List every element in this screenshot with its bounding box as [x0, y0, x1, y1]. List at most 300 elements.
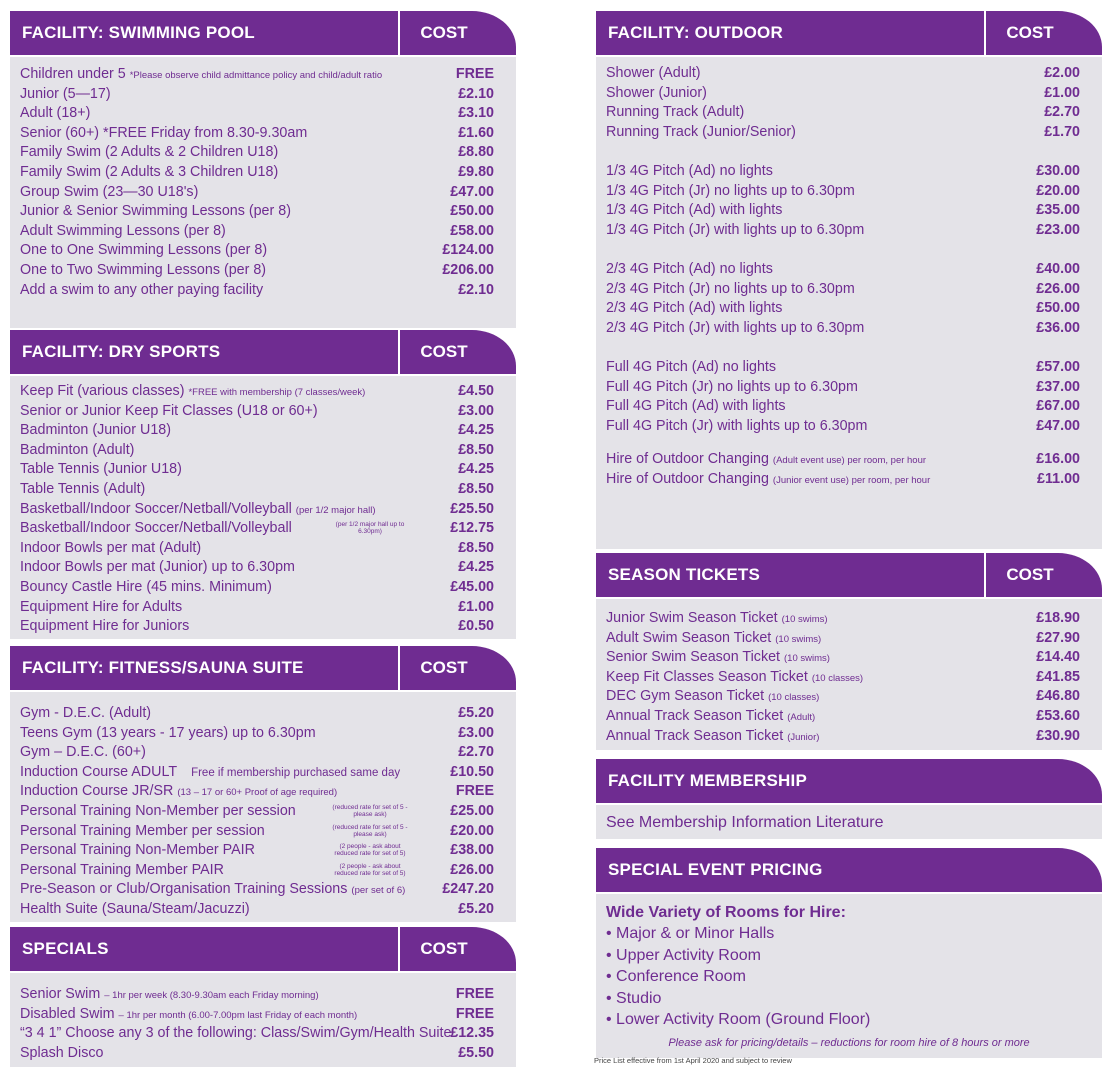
- item-detail: (13 – 17 or 60+ Proof of age required): [177, 787, 338, 799]
- cost-label: COST: [1006, 565, 1054, 584]
- table-row: [596, 221, 1102, 241]
- table-row: [10, 822, 516, 842]
- table-row: [10, 900, 516, 920]
- price-value: £9.80: [458, 163, 494, 180]
- table-row: [10, 163, 516, 183]
- price-value: £40.00: [1036, 260, 1080, 277]
- item-detail: (per 1/2 major hall): [295, 504, 376, 516]
- item-name: Annual Track Season Ticket: [606, 727, 784, 744]
- item-detail: Free if membership purchased same day: [191, 766, 401, 779]
- item-detail: – 1hr per week (8.30-9.30am each Friday morning): [104, 990, 319, 1001]
- item-name: Badminton (Junior U18): [20, 422, 171, 439]
- cost-label: COST: [420, 939, 468, 958]
- price-value: £2.70: [1044, 104, 1080, 121]
- item-detail: (per set of 6): [351, 885, 406, 897]
- price-value: £8.50: [458, 480, 494, 497]
- table-row: [10, 802, 516, 822]
- table-row: [596, 648, 1102, 668]
- price-value: £5.20: [458, 900, 494, 917]
- item-note: (2 people - ask about reduced rate for set of 5): [334, 862, 406, 877]
- item-name: Adult (18+): [20, 105, 91, 122]
- table-row: [10, 183, 516, 203]
- item-name: Table Tennis (Adult): [20, 480, 146, 497]
- section-header: [596, 11, 1102, 55]
- price-value: £20.00: [450, 822, 494, 839]
- item-name: Badminton (Adult): [20, 441, 135, 458]
- cost-label: COST: [1006, 23, 1054, 42]
- item-detail: – 1hr per month (6.00-7.00pm last Friday of each month): [118, 1009, 358, 1021]
- section-title: FACILITY: DRY SPORTS: [22, 342, 221, 361]
- table-row: [10, 598, 516, 618]
- table-row: [10, 782, 516, 802]
- row-label: [20, 782, 337, 803]
- price-value: £14.40: [1036, 649, 1080, 666]
- table-row: [596, 378, 1102, 398]
- section-title: SPECIAL EVENT PRICING: [608, 860, 823, 879]
- item-name: Personal Training Member PAIR: [20, 861, 224, 878]
- price-value: £47.00: [450, 183, 494, 200]
- room-name: Lower Activity Room (Ground Floor): [616, 1011, 871, 1028]
- rooms-list: [596, 923, 1102, 1031]
- price-value: £3.10: [458, 105, 494, 122]
- row-label: [20, 222, 226, 242]
- cost-label: COST: [420, 23, 468, 42]
- item-name: 2/3 4G Pitch (Ad) with lights: [606, 300, 783, 317]
- row-gap: [596, 436, 1102, 450]
- price-table: [10, 973, 516, 1067]
- price-value: £2.10: [458, 85, 494, 102]
- row-label: [606, 103, 744, 123]
- price-value: £4.50: [458, 383, 494, 399]
- price-value: £2.00: [1044, 65, 1080, 81]
- item-name: Shower (Junior): [606, 84, 707, 101]
- row-label: [20, 460, 182, 480]
- item-note: (per 1/2 major hall up to 6.30pm): [335, 521, 405, 536]
- table-row: [10, 421, 516, 441]
- item-name: Running Track (Junior/Senior): [606, 123, 796, 140]
- table-row: [10, 519, 516, 539]
- special-event-body: [596, 894, 1102, 1058]
- price-value: £46.80: [1036, 688, 1080, 705]
- row-label: [606, 123, 796, 143]
- item-name: Gym – D.E.C. (60+): [20, 744, 146, 761]
- pricing-note: Please ask for pricing/details – reductions for room hire of 8 hours or more: [668, 1036, 1030, 1049]
- price-value: £35.00: [1036, 202, 1080, 219]
- item-name: Table Tennis (Junior U18): [20, 461, 182, 478]
- row-label: [20, 900, 250, 920]
- item-detail: *Please observe child admittance policy and child/adult ratio: [129, 70, 383, 81]
- row-gap: [596, 142, 1102, 162]
- header-divider: [398, 646, 400, 690]
- row-label: [20, 382, 365, 403]
- price-value: £1.00: [458, 598, 494, 615]
- item-name: Junior (5—17): [20, 85, 111, 102]
- item-note: (reduced rate for set of 5 - please ask): [332, 823, 408, 838]
- table-row: [596, 260, 1102, 280]
- table-row: [10, 124, 516, 144]
- price-value: £1.70: [1044, 123, 1080, 140]
- table-row: [10, 1005, 516, 1025]
- price-value: £1.00: [1044, 84, 1080, 101]
- membership-section: [596, 759, 1102, 839]
- price-value: £124.00: [442, 242, 494, 259]
- row-label: [20, 402, 318, 422]
- row-label: [20, 104, 90, 124]
- header-divider: [984, 11, 986, 55]
- item-name: Gym - D.E.C. (Adult): [20, 705, 152, 721]
- item-name: Bouncy Castle Hire (45 mins. Minimum): [20, 578, 272, 595]
- header-divider: [398, 11, 400, 55]
- table-row: [10, 382, 516, 402]
- table-row: [596, 470, 1102, 490]
- row-label: [606, 64, 701, 84]
- table-row: [10, 441, 516, 461]
- item-name: Adult Swimming Lessons (per 8): [20, 222, 226, 239]
- price-value: £38.00: [450, 842, 494, 859]
- cost-label: COST: [420, 342, 468, 361]
- item-name: 1/3 4G Pitch (Jr) with lights up to 6.30pm: [606, 221, 865, 238]
- item-name: One to Two Swimming Lessons (per 8): [20, 261, 267, 278]
- price-value: £16.00: [1036, 451, 1080, 468]
- table-row: [10, 261, 516, 281]
- item-name: Hire of Outdoor Changing: [606, 451, 769, 468]
- section-header: [10, 11, 516, 55]
- row-label: [606, 201, 782, 221]
- table-row: [596, 609, 1102, 629]
- table-row: [596, 319, 1102, 339]
- price-table: [10, 692, 516, 922]
- row-label: [606, 707, 815, 728]
- table-row: [596, 417, 1102, 437]
- table-row: [10, 578, 516, 598]
- table-row: [10, 402, 516, 422]
- price-value: £3.00: [458, 402, 494, 419]
- price-table: [10, 57, 516, 328]
- row-gap: [596, 240, 1102, 260]
- item-name: Senior or Junior Keep Fit Classes (U18 or 60+): [20, 402, 318, 419]
- item-name: Disabled Swim: [20, 1005, 115, 1022]
- rooms-heading: Wide Variety of Rooms for Hire:: [606, 904, 846, 921]
- item-detail: (10 classes): [811, 672, 864, 684]
- section-title: FACILITY: SWIMMING POOL: [22, 23, 255, 42]
- row-label: [606, 450, 926, 471]
- table-row: [596, 358, 1102, 378]
- item-detail: (Junior): [787, 731, 820, 743]
- item-name: Senior Swim Season Ticket: [606, 649, 781, 666]
- header-divider: [398, 330, 400, 374]
- table-row: [10, 143, 516, 163]
- row-label: [20, 539, 201, 559]
- item-name: Adult Swim Season Ticket: [606, 629, 772, 646]
- item-name: Children under 5: [20, 66, 126, 82]
- row-label: [20, 841, 255, 861]
- row-label: [20, 500, 376, 521]
- table-row: [596, 103, 1102, 123]
- table-row: [10, 985, 516, 1005]
- table-row: [596, 397, 1102, 417]
- item-name: Senior (60+) *FREE Friday from 8.30-9.30am: [20, 124, 308, 141]
- item-name: Induction Course JR/SR: [20, 783, 174, 800]
- row-label: [20, 724, 316, 744]
- price-value: £5.20: [458, 705, 494, 721]
- table-row: [10, 763, 516, 783]
- price-value: £4.25: [458, 422, 494, 439]
- row-label: [20, 183, 198, 203]
- item-name: Teens Gym (13 years - 17 years) up to 6.30pm: [20, 724, 316, 741]
- item-detail: (10 swims): [784, 653, 830, 665]
- item-name: Add a swim to any other paying facility: [20, 281, 264, 298]
- item-name: 2/3 4G Pitch (Ad) no lights: [606, 260, 773, 277]
- specials-section: [10, 927, 516, 1067]
- row-label: [20, 261, 266, 281]
- room-item: [596, 988, 1102, 1010]
- row-label: [606, 319, 864, 339]
- price-value: £12.35: [450, 1025, 494, 1042]
- section-title: FACILITY: FITNESS/SAUNA SUITE: [22, 658, 304, 677]
- price-value: £0.50: [458, 618, 494, 635]
- price-value: £18.90: [1036, 610, 1080, 626]
- special-event-section: [596, 848, 1102, 1058]
- price-value: £30.00: [1036, 162, 1080, 179]
- bullet-icon: •: [606, 968, 617, 985]
- section-header: [10, 927, 516, 971]
- row-label: [606, 470, 930, 491]
- table-row: [596, 123, 1102, 143]
- item-name: Personal Training Non-Member PAIR: [20, 842, 255, 859]
- table-row: [10, 841, 516, 861]
- item-name: 1/3 4G Pitch (Jr) no lights up to 6.30pm: [606, 182, 855, 199]
- price-list-note: Price List effective from 1st April 2020 and subject to review: [594, 1056, 792, 1065]
- row-label: [20, 802, 296, 822]
- row-label: [20, 617, 189, 637]
- row-label: [20, 1024, 451, 1044]
- table-row: [10, 539, 516, 559]
- table-row: [10, 704, 516, 724]
- table-row: [10, 880, 516, 900]
- table-row: [596, 707, 1102, 727]
- table-row: [10, 281, 516, 301]
- table-row: [10, 65, 516, 85]
- bullet-icon: •: [606, 989, 617, 1007]
- price-value: £20.00: [1036, 182, 1080, 199]
- row-label: [20, 143, 278, 163]
- item-note: (2 people - ask about reduced rate for set of 5): [334, 843, 406, 858]
- item-name: Indoor Bowls per mat (Junior) up to 6.30pm: [20, 559, 295, 576]
- table-row: [596, 201, 1102, 221]
- price-value: £25.50: [450, 500, 494, 517]
- row-label: [606, 260, 773, 280]
- item-name: Keep Fit (various classes): [20, 383, 185, 399]
- price-value: £50.00: [1036, 300, 1080, 317]
- section-header: [596, 759, 1102, 803]
- row-label: [20, 1044, 103, 1064]
- table-row: [596, 450, 1102, 470]
- section-header: [596, 553, 1102, 597]
- price-value: FREE: [455, 986, 494, 1002]
- price-table: [10, 376, 516, 639]
- row-label: [20, 558, 295, 578]
- price-value: £30.90: [1036, 727, 1080, 744]
- cost-label: COST: [420, 658, 468, 677]
- row-label: [20, 861, 224, 881]
- row-label: [606, 629, 821, 650]
- item-name: Indoor Bowls per mat (Adult): [20, 539, 202, 556]
- item-detail: (Junior event use) per room, per hour: [772, 474, 931, 486]
- row-label: [20, 241, 267, 261]
- bullet-icon: •: [606, 925, 617, 942]
- price-value: £47.00: [1036, 417, 1080, 434]
- row-label: [20, 578, 272, 598]
- table-row: [10, 743, 516, 763]
- row-label: [20, 519, 292, 539]
- row-label: [606, 221, 864, 241]
- section-title: SPECIALS: [22, 939, 109, 958]
- price-value: £36.00: [1036, 319, 1080, 336]
- table-row: [596, 668, 1102, 688]
- item-name: Full 4G Pitch (Jr) with lights up to 6.30pm: [606, 417, 868, 434]
- section-header: [10, 330, 516, 374]
- price-table: [596, 57, 1102, 549]
- item-name: Junior & Senior Swimming Lessons (per 8): [20, 203, 291, 220]
- table-row: [596, 687, 1102, 707]
- item-name: Senior Swim: [20, 986, 101, 1002]
- membership-text: See Membership Information Literature: [606, 814, 884, 831]
- row-label: [20, 421, 171, 441]
- table-row: [596, 182, 1102, 202]
- item-name: Basketball/Indoor Soccer/Netball/Volleyball: [20, 520, 292, 537]
- item-name: One to One Swimming Lessons (per 8): [20, 242, 268, 259]
- item-name: 1/3 4G Pitch (Ad) with lights: [606, 202, 783, 219]
- row-label: [606, 648, 830, 669]
- row-label: [20, 202, 291, 222]
- item-name: Health Suite (Sauna/Steam/Jacuzzi): [20, 900, 250, 917]
- item-name: Equipment Hire for Juniors: [20, 618, 190, 635]
- table-row: [10, 480, 516, 500]
- item-name: Pre-Season or Club/Organisation Training Sessions: [20, 881, 348, 898]
- price-value: FREE: [455, 783, 494, 800]
- price-value: £247.20: [442, 881, 494, 898]
- row-label: [606, 280, 855, 300]
- room-name: Major & or Minor Halls: [616, 925, 775, 942]
- price-value: £37.00: [1036, 378, 1080, 395]
- item-name: Shower (Adult): [606, 65, 701, 81]
- row-label: [606, 182, 855, 202]
- row-label: [20, 85, 111, 105]
- table-row: [596, 280, 1102, 300]
- table-row: [10, 460, 516, 480]
- room-item: [596, 923, 1102, 945]
- row-label: [20, 124, 307, 144]
- price-value: £3.00: [458, 724, 494, 741]
- row-label: [606, 358, 776, 378]
- row-label: [606, 609, 828, 630]
- price-value: £8.50: [458, 539, 494, 556]
- table-row: [10, 1044, 516, 1064]
- item-note: (reduced rate for set of 5 - please ask): [332, 803, 408, 818]
- item-name: Personal Training Non-Member per session: [20, 802, 296, 819]
- price-value: £2.70: [458, 744, 494, 761]
- row-label: [20, 163, 278, 183]
- price-value: £45.00: [450, 578, 494, 595]
- row-label: [20, 1005, 357, 1026]
- outdoor-section: [596, 11, 1102, 549]
- table-row: [596, 84, 1102, 104]
- item-name: Basketball/Indoor Soccer/Netball/Volleyball: [20, 500, 292, 517]
- item-name: Splash Disco: [20, 1044, 104, 1061]
- price-value: £23.00: [1036, 221, 1080, 238]
- section-title: FACILITY: OUTDOOR: [608, 23, 783, 42]
- table-row: [10, 724, 516, 744]
- bullet-icon: •: [606, 946, 617, 964]
- item-name: Induction Course ADULT: [20, 763, 178, 780]
- row-label: [606, 162, 773, 182]
- row-label: [20, 281, 263, 301]
- room-name: Conference Room: [616, 968, 746, 985]
- item-detail: (Adult): [787, 711, 816, 723]
- table-row: [10, 241, 516, 261]
- item-name: 2/3 4G Pitch (Jr) with lights up to 6.30pm: [606, 319, 865, 336]
- room-item: [596, 945, 1102, 967]
- price-value: £50.00: [450, 203, 494, 220]
- item-name: Equipment Hire for Adults: [20, 598, 183, 615]
- item-detail: *FREE with membership (7 classes/week): [188, 387, 366, 398]
- membership-body: [596, 805, 1102, 839]
- item-name: Annual Track Season Ticket: [606, 707, 784, 724]
- row-label: [20, 822, 265, 842]
- item-name: Family Swim (2 Adults & 2 Children U18): [20, 144, 279, 161]
- item-detail: (10 swims): [775, 633, 822, 645]
- row-label: [20, 704, 151, 724]
- price-value: £67.00: [1036, 398, 1080, 415]
- table-row: [596, 299, 1102, 319]
- price-value: £53.60: [1036, 707, 1080, 724]
- item-name: Running Track (Adult): [606, 104, 745, 121]
- room-item: [596, 1009, 1102, 1031]
- item-name: Group Swim (23—30 U18's): [20, 183, 199, 200]
- row-label: [20, 880, 405, 901]
- row-label: [20, 441, 134, 461]
- row-label: [20, 598, 182, 618]
- price-value: £26.00: [1036, 280, 1080, 297]
- table-row: [596, 162, 1102, 182]
- row-label: [606, 727, 819, 748]
- item-detail: (Adult event use) per room, per hour: [772, 455, 927, 467]
- row-label: [20, 763, 400, 784]
- row-gap: [596, 338, 1102, 358]
- price-value: £1.60: [458, 124, 494, 141]
- table-row: [596, 629, 1102, 649]
- table-row: [596, 64, 1102, 84]
- price-table: [596, 599, 1102, 750]
- fitness-section: [10, 646, 516, 922]
- price-value: £2.10: [458, 281, 494, 298]
- item-name: 2/3 4G Pitch (Jr) no lights up to 6.30pm: [606, 280, 855, 297]
- table-row: [10, 617, 516, 637]
- table-row: [10, 202, 516, 222]
- price-value: £26.00: [450, 861, 494, 878]
- price-value: £5.50: [458, 1044, 494, 1061]
- price-value: £27.90: [1036, 629, 1080, 646]
- table-row: [10, 222, 516, 242]
- price-value: FREE: [455, 1005, 494, 1022]
- room-name: Upper Activity Room: [616, 946, 761, 964]
- row-label: [20, 985, 319, 1006]
- row-label: [20, 480, 145, 500]
- item-name: Personal Training Member per session: [20, 822, 265, 839]
- row-label: [606, 668, 863, 689]
- season-tickets-section: [596, 553, 1102, 750]
- price-value: £25.00: [450, 802, 494, 819]
